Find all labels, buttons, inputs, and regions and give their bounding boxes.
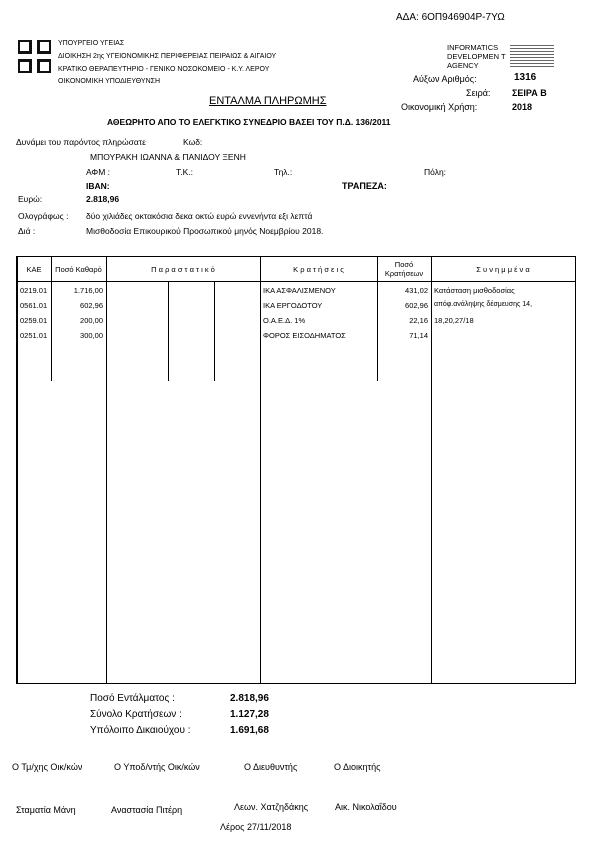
ada-code: ΑΔΑ: 6ΟΠ946904Ρ-7ΥΩ [396,12,505,23]
aa-value: 1316 [514,72,537,83]
name-2: Αναστασία Πιτέρη [111,805,183,815]
role-4: Ο Διοικητής [334,762,381,772]
afm-label: ΑΦΜ : [86,167,111,177]
col-parastatiko: Π α ρ α σ τ α τ ι κ ό [151,264,215,274]
col-kae: ΚΑΕ [26,264,42,274]
row-1-kae: 0561.01 [20,301,48,310]
document-subtitle: ΑΘΕΩΡΗΤΟ ΑΠΟ ΤΟ ΕΛΕΓΚΤΙΚΟ ΣΥΝΕΔΡΙΟ ΒΑΣΕΙ ΤΟΥ Π.Δ. 136/2011 [107,117,391,127]
row-0-poso: 1.716,00 [73,286,103,295]
row-3-kae: 0251.01 [20,331,48,340]
words-label: Ολογράφως : [18,211,69,221]
payment-table [16,256,576,684]
signature-stamp-icon [510,43,554,67]
kratiseis-value: 1.127,28 [230,709,269,720]
role-3: Ο Διευθυντής [244,762,298,772]
role-2: Ο Υποδ/ντής Οικ/κών [114,762,200,772]
payee-name: ΜΠΟΥΡΑΚΗ ΙΩΑΝΝΑ & ΠΑΝΙΔΟΥ ΞΕΝΗ [90,152,246,162]
series-value: ΣΕΙΡΑ Β [512,88,547,98]
col-poso-kratiseon: Ποσό Κρατήσεων [384,260,424,278]
org-line-1: ΥΠΟΥΡΓΕΙΟ ΥΓΕΙΑΣ [58,40,125,47]
pay-prompt: Δυνάμει του παρόντος πληρώσατε [16,137,146,147]
col-synhmmena: Σ υ ν η μ μ έ ν α [476,264,530,274]
kratiseis-label: Σύνολο Κρατήσεων : [90,709,182,720]
year-value: 2018 [512,102,533,112]
name-4: Αικ. Νικολαΐδου [335,802,397,812]
series-label: Σειρά: [466,88,491,98]
org-line-4: ΟΙΚΟΝΟΜΙΚΗ ΥΠΟΔΙΕΥΘΥΝΣΗ [58,78,161,85]
iban-label: IBAN: [86,181,110,191]
ministry-logo-icon [18,40,51,73]
name-1: Σταματία Μάνη [16,805,76,815]
row-2-krat: Ο.Α.Ε.Δ. 1% [263,316,306,325]
document-title: ΕΝΤΑΛΜΑ ΠΛΗΡΩΜΗΣ [209,95,327,107]
row-2-kae: 0259.01 [20,316,48,325]
attachment-3: 18,20,27/18 [434,316,474,325]
col-kratiseis: Κ ρ α τ ή σ ε ι ς [293,264,344,274]
tk-label: Τ.Κ.: [176,167,194,177]
row-2-poso-krat: 22,16 [409,316,428,325]
entalma-label: Ποσό Εντάλματος : [90,693,175,704]
row-2-poso: 200,00 [80,316,103,325]
row-1-krat: ΙΚΑ ΕΡΓΟΔΟΤΟΥ [263,301,323,310]
aa-label: Αύξων Αριθμός: [413,74,477,84]
words-value: δύο χιλιάδες οκτακόσια δεκα οκτώ ευρώ εννενήντα εξι λεπτά [86,211,313,221]
row-0-kae: 0219.01 [20,286,48,295]
reason-label: Διά : [18,226,36,236]
row-0-krat: ΙΚΑ ΑΣΦΑΛΙΣΜΕΝΟΥ [263,286,336,295]
agency-stamp: INFORMATICS DEVELOPMEN T AGENCY [447,43,506,70]
row-3-krat: ΦΟΡΟΣ ΕΙΣΟΔΗΜΑΤΟΣ [263,331,346,340]
row-3-poso: 300,00 [80,331,103,340]
attachment-2: απόφ.ανάληψης δέσμευσης 14, [434,301,533,308]
entalma-value: 2.818,96 [230,693,269,704]
org-line-2: ΔΙΟΙΚΗΣΗ 2ης ΥΓΕΙΟΝΟΜΙΚΗΣ ΠΕΡΙΦΕΡΕΙΑΣ ΠΕΙΡΑΙΩΣ & ΑΙΓΑΙΟΥ [58,53,277,60]
col-poso: Ποσό Καθαρό [55,264,102,274]
euro-label: Ευρώ: [18,194,43,204]
euro-value: 2.818,96 [86,194,120,204]
ypoloipo-label: Υπόλοιπο Δικαιούχου : [90,725,191,736]
reason-value: Μισθοδοσία Επικουρικού Προσωπικού μηνός Νοεμβρίου 2018. [86,226,324,236]
tel-label: Τηλ.: [274,167,293,177]
row-1-poso-krat: 602,96 [405,301,428,310]
row-1-poso: 602,96 [80,301,103,310]
name-3: Λεων. Χατζηδάκης [234,802,309,812]
role-1: Ο Τμ/χης Οικ/κών [12,762,83,772]
org-line-3: ΚΡΑΤΙΚΟ ΘΕΡΑΠΕΥΤΗΡΙΟ - ΓΕΝΙΚΟ ΝΟΣΟΚΟΜΕΙΟ - Κ.Υ. ΛΕΡΟΥ [58,66,270,73]
code-label: Κωδ: [183,137,203,147]
attachment-1: Κατάσταση μισθοδοσίας [434,286,515,295]
row-3-poso-krat: 71,14 [409,331,428,340]
row-0-poso-krat: 431,02 [405,286,428,295]
bank-label: ΤΡΑΠΕΖΑ: [342,181,387,191]
ypoloipo-value: 1.691,68 [230,725,269,736]
year-label: Οικονομική Χρήση: [401,102,478,112]
city-label: Πόλη: [424,167,447,177]
place-date: Λέρος 27/11/2018 [220,822,292,832]
